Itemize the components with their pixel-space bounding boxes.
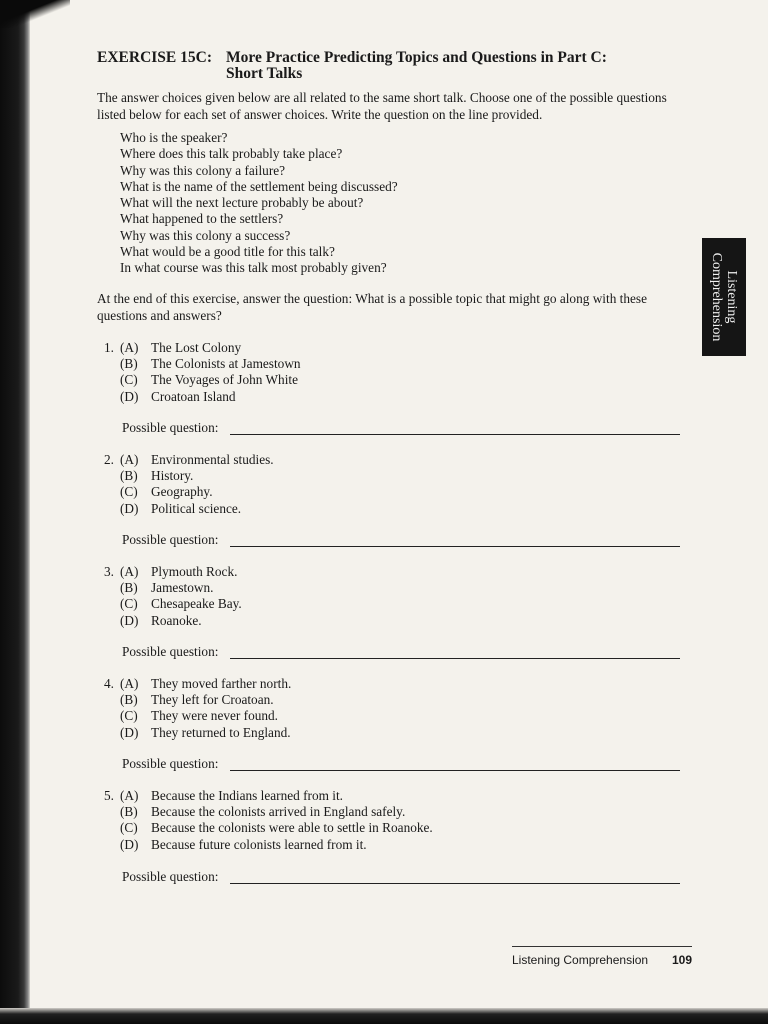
choice-letter: (A) (120, 340, 139, 355)
possible-question-label: Possible question: (122, 869, 219, 884)
choice-letter: (A) (120, 564, 139, 579)
possible-question-row-3 (122, 644, 682, 662)
choice-letter: (D) (120, 724, 139, 740)
question-option: Where does this talk probably take place? (120, 146, 343, 162)
choice-text: Because the colonists were able to settle in Roanoke. (151, 820, 433, 836)
answer-line[interactable] (230, 770, 680, 771)
section-side-tab (702, 238, 746, 356)
intro-paragraph: The answer choices given below are all related to the same short talk. Choose one of the possible questions listed below for each set of answer choices. Write the question on the line provided. (97, 90, 667, 122)
choice-letter: (D) (120, 612, 139, 628)
choice-text: The Lost Colony (151, 340, 242, 355)
choice-letter: (A) (120, 788, 139, 803)
choice-letter: (B) (120, 692, 138, 708)
choice-text: History. (151, 468, 194, 484)
choice-letter: (A) (120, 452, 139, 467)
choice-letter: (C) (120, 484, 138, 500)
question-option: What is the name of the settlement being discussed? (120, 178, 398, 194)
possible-questions-list (120, 130, 398, 277)
question-option: In what course was this talk most probably given? (120, 260, 387, 276)
footer-divider (512, 946, 692, 947)
answer-line[interactable] (230, 883, 680, 884)
item-number: 3. (104, 564, 114, 579)
choice-text: Environmental studies. (151, 452, 274, 467)
item-number: 4. (104, 676, 114, 691)
page-number: 109 (672, 953, 693, 967)
choice-text: Croatoan Island (151, 388, 236, 404)
choice-text: Jamestown. (151, 580, 214, 596)
choice-text: Geography. (151, 484, 213, 500)
answer-line[interactable] (230, 434, 680, 435)
choice-letter: (C) (120, 708, 138, 724)
choice-text: Political science. (151, 500, 242, 516)
choice-text: They left for Croatoan. (151, 692, 274, 708)
choice-letter: (A) (120, 676, 139, 691)
choice-letter: (C) (120, 596, 138, 612)
choice-text: Because the Indians learned from it. (151, 788, 343, 803)
item-number: 2. (104, 452, 114, 467)
question-option: Who is the speaker? (120, 130, 228, 145)
choice-text: Plymouth Rock. (151, 564, 238, 579)
possible-question-row-2 (122, 532, 682, 550)
question-option: Why was this colony a success? (120, 227, 291, 243)
item-number: 5. (104, 788, 114, 803)
choice-letter: (B) (120, 804, 138, 820)
possible-question-row-1 (122, 420, 682, 438)
choice-letter: (D) (120, 836, 139, 852)
exercise-title: More Practice Predicting Topics and Questions in Part C: Short Talks (226, 49, 607, 82)
possible-question-label: Possible question: (122, 644, 219, 659)
choice-letter: (C) (120, 372, 138, 388)
binding-edge (0, 0, 30, 1024)
choice-letter: (D) (120, 388, 139, 404)
choice-text: They moved farther north. (151, 676, 292, 691)
choice-text: The Colonists at Jamestown (151, 356, 301, 372)
page-bottom-edge (0, 1008, 768, 1024)
closing-paragraph: At the end of this exercise, answer the question: What is a possible topic that might go along with these questions and answers? (97, 291, 647, 323)
choice-letter: (B) (120, 468, 138, 484)
question-option: Why was this colony a failure? (120, 162, 286, 178)
choice-letter: (D) (120, 500, 139, 516)
choice-text: Because the colonists arrived in England safely. (151, 804, 406, 820)
question-option: What happened to the settlers? (120, 211, 284, 227)
side-tab-label: Listening Comprehension (709, 252, 739, 342)
binding-corner (0, 0, 70, 28)
choice-text: Chesapeake Bay. (151, 596, 242, 612)
choice-letter: (B) (120, 356, 138, 372)
answer-line[interactable] (230, 658, 680, 659)
choice-letter: (B) (120, 580, 138, 596)
possible-question-label: Possible question: (122, 532, 219, 547)
footer-section-title: Listening Comprehension (512, 953, 649, 967)
choice-text: They returned to England. (151, 724, 291, 740)
exercise-label: EXERCISE 15C: (97, 49, 212, 66)
possible-question-row-5 (122, 869, 682, 887)
choice-text: The Voyages of John White (151, 372, 298, 388)
item-number: 1. (104, 340, 114, 355)
possible-question-label: Possible question: (122, 420, 219, 435)
choice-letter: (C) (120, 820, 138, 836)
choice-text: They were never found. (151, 708, 279, 724)
choice-text: Roanoke. (151, 612, 202, 628)
question-option: What would be a good title for this talk? (120, 244, 335, 260)
possible-question-label: Possible question: (122, 756, 219, 771)
question-option: What will the next lecture probably be about? (120, 195, 364, 211)
choice-text: Because future colonists learned from it. (151, 836, 367, 852)
answer-line[interactable] (230, 546, 680, 547)
possible-question-row-4 (122, 756, 682, 774)
